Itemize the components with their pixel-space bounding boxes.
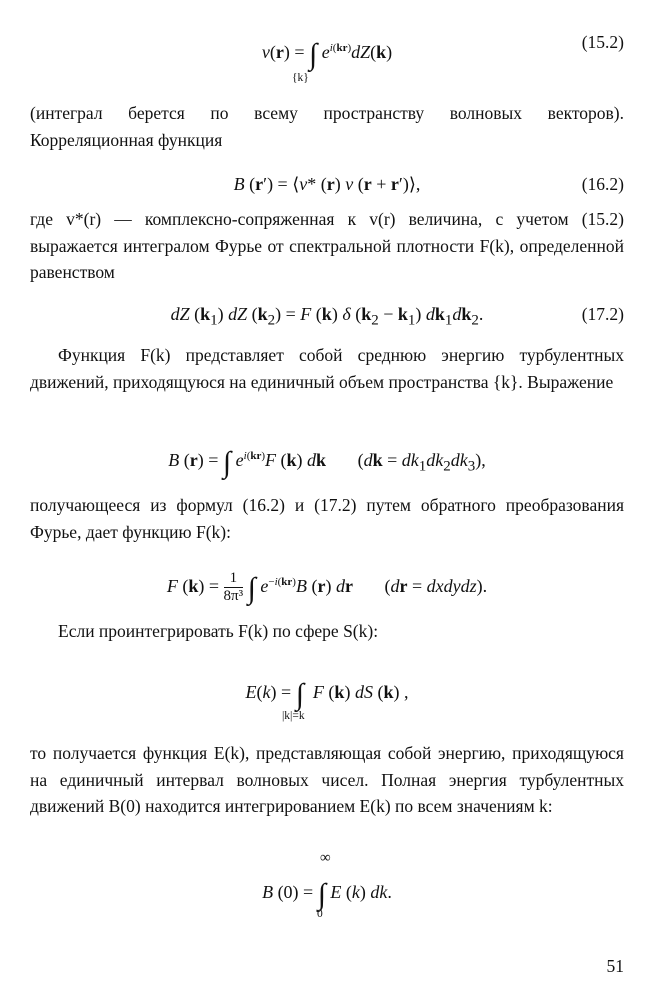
integral-domain: |k|=k bbox=[282, 710, 305, 722]
equation-body: B (r) = ∫ $e^{i(kr)}F$ (k) dk $(dk = dk_1dk_2dk_3)$, bbox=[168, 446, 486, 479]
equation-body: F (k) = $\frac{1}{\text{8π³}}$ ∫ $e^{-i(kr)}B$ (r) dr (dr = dxdydz). bbox=[166, 570, 488, 605]
equation-16-2 bbox=[30, 174, 624, 204]
equation-15-2 bbox=[30, 32, 624, 84]
paragraph-1: (интеграл берется по всему пространству волновых векторов). Корреляционная функция bbox=[30, 103, 624, 150]
paragraph-4: получающееся из формул (16.2) и (17.2) путем обратного преобразования Фурье, дает функцию F(k): bbox=[30, 495, 624, 542]
page-number: 51 bbox=[606, 956, 624, 976]
paragraph-3: Функция F(k) представляет собой среднюю энергию турбулентных движений, приходящуюся на единичный объем пространства {k}. Выражение bbox=[30, 345, 624, 392]
equation-B-0 bbox=[30, 850, 624, 920]
equation-body: dZ $(k_1)$ dZ $(k_2) = F$ (k) δ $(k_2 - k_1)$ $dk_1dk_2$. bbox=[170, 304, 484, 329]
integral-domain: {k} bbox=[292, 72, 309, 84]
equation-body: E(k) = ∫ F (k) dS (k) , bbox=[245, 678, 409, 711]
equation-body: v(r) = ∫ $e^{i(kr)}dZ(k)$ bbox=[261, 38, 393, 71]
integral-lower-limit: 0 bbox=[317, 908, 323, 920]
equation-17-2 bbox=[30, 304, 624, 334]
equation-number: (16.2) bbox=[581, 174, 624, 194]
paragraph-5: Если проинтегрировать F(k) по сфере S(k): bbox=[58, 621, 379, 641]
paragraph-2: где v*(r) — комплексно-сопряженная к v(r) величина, с учетом (15.2) выражается интегралом Фурье от спектральной плотности F(k), определенной равенством bbox=[30, 209, 624, 282]
equation-number: (15.2) bbox=[581, 32, 624, 52]
equation-B-r bbox=[30, 440, 624, 479]
equation-body: B (0) = ∫ E (k) dk. bbox=[262, 878, 392, 911]
fraction: $\frac{1}{\text{8π³}}$ bbox=[223, 570, 244, 605]
equation-F-k bbox=[30, 566, 624, 606]
equation-number: (17.2) bbox=[581, 304, 624, 324]
equation-E-k bbox=[30, 672, 624, 722]
paragraph-6: то получается функция E(k), представляющая собой энергию, приходящуюся на единичный интервал волновых чисел. Полная энергия турбулентных движений B(0) находится интегрированием E(k) по всем значениям k: bbox=[30, 743, 624, 816]
equation-body: B (r′) = ⟨v* (r) v (r + r′)⟩, bbox=[233, 174, 421, 194]
integral-upper-limit: ∞ bbox=[320, 850, 331, 866]
